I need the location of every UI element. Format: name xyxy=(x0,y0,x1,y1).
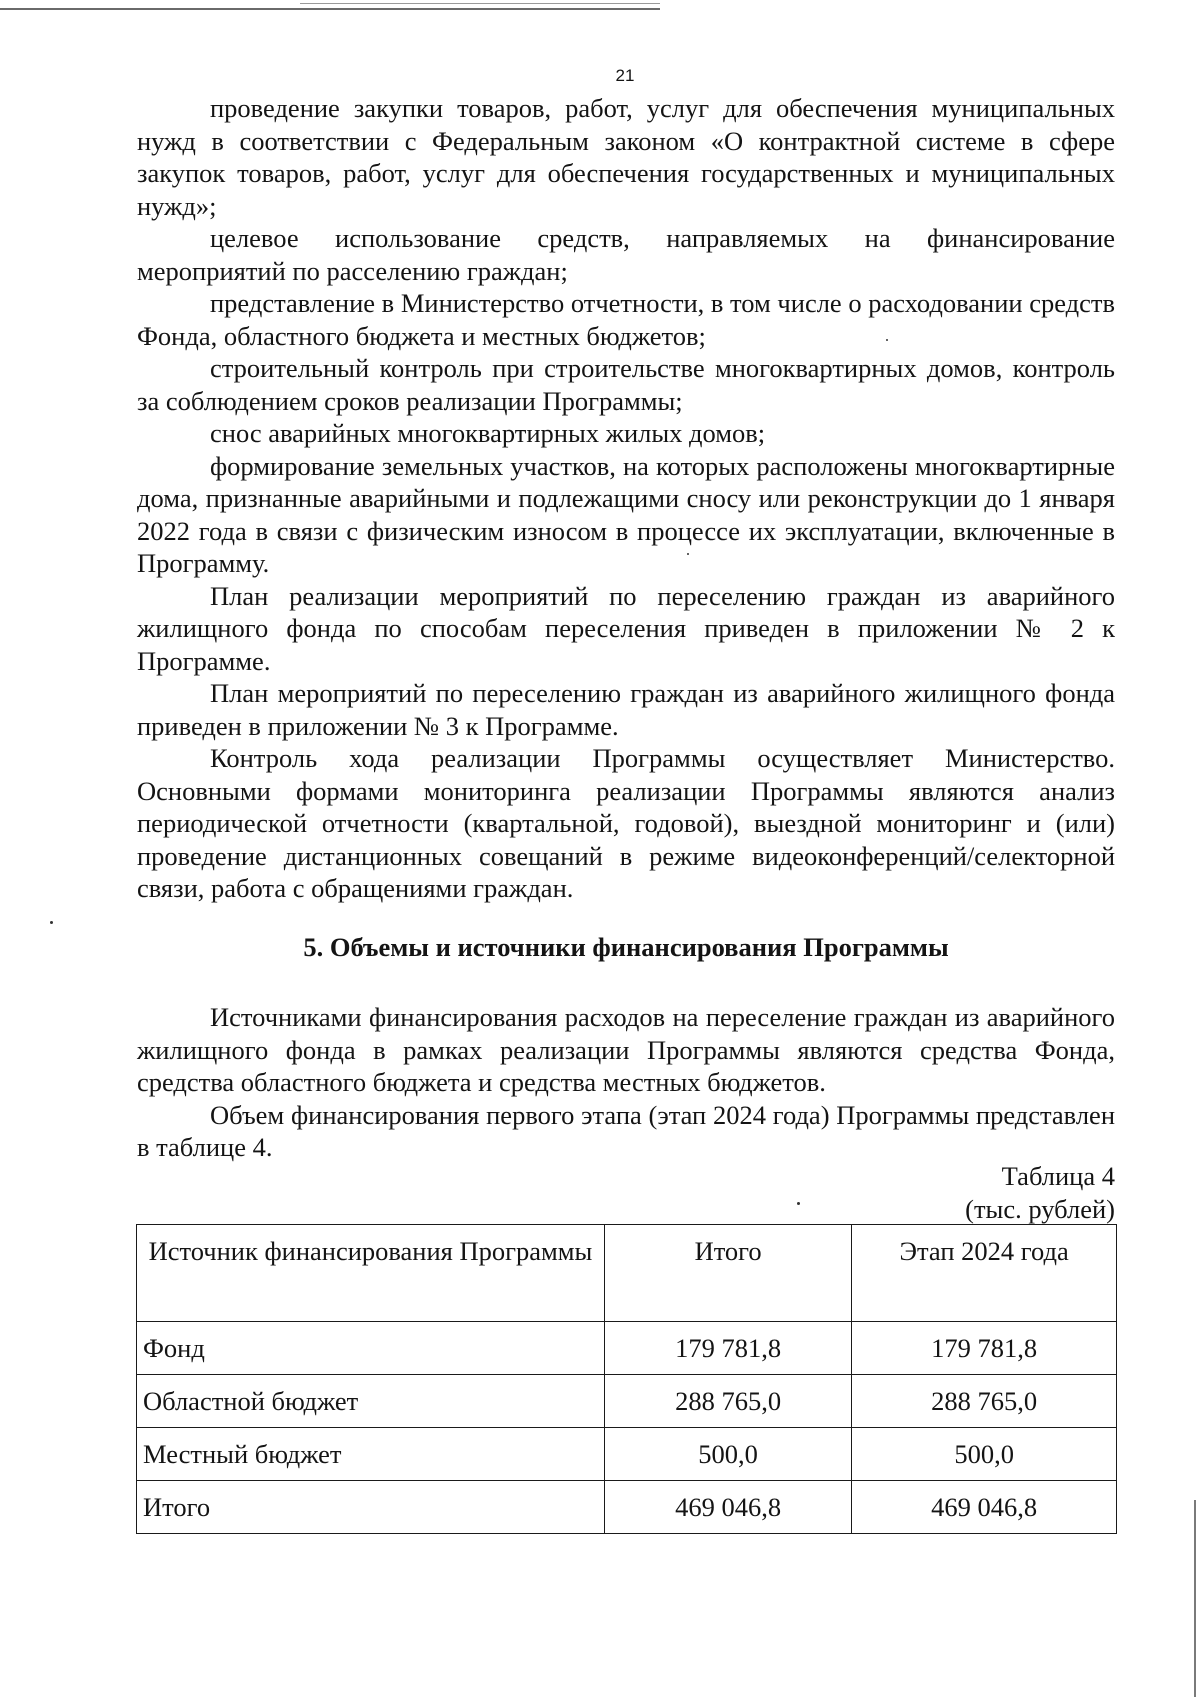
table-cell-source: Итого xyxy=(137,1481,605,1534)
scan-speck xyxy=(886,339,888,341)
table-row xyxy=(137,1481,1117,1534)
table-cell-total: 288 765,0 xyxy=(604,1375,851,1428)
table-cell-total: 179 781,8 xyxy=(604,1322,851,1375)
table-row xyxy=(137,1428,1117,1481)
section-heading: 5. Объемы и источники финансирования Программы xyxy=(303,932,949,962)
paragraph: Объем финансирования первого этапа (этап 2024 года) Программы представлен в таблице 4. xyxy=(137,1099,1115,1162)
paragraph: План мероприятий по переселению граждан из аварийного жилищного фонда приведен в приложении № 3 к Программе. xyxy=(137,678,1115,741)
paragraph: Источниками финансирования расходов на переселение граждан из аварийного жилищного фонда в рамках реализации Программы являются средства Фонда, средства областного бюджета и средства местных бюджетов. xyxy=(137,1002,1115,1097)
paragraph: представление в Министерство отчетности, в том числе о расходовании средств Фонда, областного бюджета и местных бюджетов; xyxy=(137,288,1115,351)
paragraph: формирование земельных участков, на которых расположены многоквартирные дома, признанные аварийными и подлежащими сносу или реконструкции до 1 января 2022 года в связи с физическим износом в процессе их эксплуатации, включенные в Программу. xyxy=(137,450,1115,578)
scan-speck xyxy=(50,921,53,924)
paragraph: снос аварийных многоквартирных жилых домов; xyxy=(210,418,766,448)
table-cell-stage: 500,0 xyxy=(852,1428,1117,1481)
paragraph: Контроль хода реализации Программы осуществляет Министерство. Основными формами мониторинга реализации Программы являются анализ периодической отчетности (квартальной, годовой), выездной мониторинг и (или) проведение дистанционных совещаний в режиме видеоконференций/селекторной связи, работа с обращениями граждан. xyxy=(137,743,1115,903)
scan-speck xyxy=(687,553,689,555)
paragraph: целевое использование средств, направляемых на финансирование мероприятий по расселению граждан; xyxy=(137,223,1115,286)
table-row xyxy=(137,1375,1117,1428)
column-header-stage-2024: Этап 2024 года xyxy=(852,1225,1117,1322)
column-header-source: Источник финансирования Программы xyxy=(137,1225,605,1322)
scan-edge-line xyxy=(0,8,660,10)
table-cell-stage: 288 765,0 xyxy=(852,1375,1117,1428)
table-caption: Таблица 4 xyxy=(1001,1161,1115,1191)
column-header-total: Итого xyxy=(604,1225,851,1322)
table-cell-total: 500,0 xyxy=(604,1428,851,1481)
table-cell-source: Местный бюджет xyxy=(137,1428,605,1481)
table-row xyxy=(137,1322,1117,1375)
body-text-bottom xyxy=(137,1001,1115,1164)
table-cell-source: Областной бюджет xyxy=(137,1375,605,1428)
page-number: 21 xyxy=(615,66,635,85)
scan-edge-line-secondary xyxy=(300,3,660,4)
financing-table xyxy=(136,1224,1117,1534)
paragraph: План реализации мероприятий по переселению граждан из аварийного жилищного фонда по способам переселения приведен в приложении № 2 к Программе. xyxy=(137,580,1115,676)
body-text-top xyxy=(137,92,1115,905)
paragraph: строительный контроль при строительстве многоквартирных домов, контроль за соблюдением сроков реализации Программы; xyxy=(137,353,1115,416)
table-cell-stage: 469 046,8 xyxy=(852,1481,1117,1534)
scan-edge-line-right xyxy=(1194,1500,1196,1697)
table-units: (тыс. рублей) xyxy=(965,1194,1115,1224)
table-cell-source: Фонд xyxy=(137,1322,605,1375)
scan-speck xyxy=(797,1202,800,1205)
table-header-row xyxy=(137,1225,1117,1322)
table-caption-block xyxy=(965,1160,1115,1226)
paragraph: проведение закупки товаров, работ, услуг для обеспечения муниципальных нужд в соответствии с Федеральным законом «О контрактной системе в сфере закупок товаров, работ, услуг для обеспечения государственных и муниципальных нужд»; xyxy=(137,93,1115,221)
table-cell-total: 469 046,8 xyxy=(604,1481,851,1534)
table-cell-stage: 179 781,8 xyxy=(852,1322,1117,1375)
